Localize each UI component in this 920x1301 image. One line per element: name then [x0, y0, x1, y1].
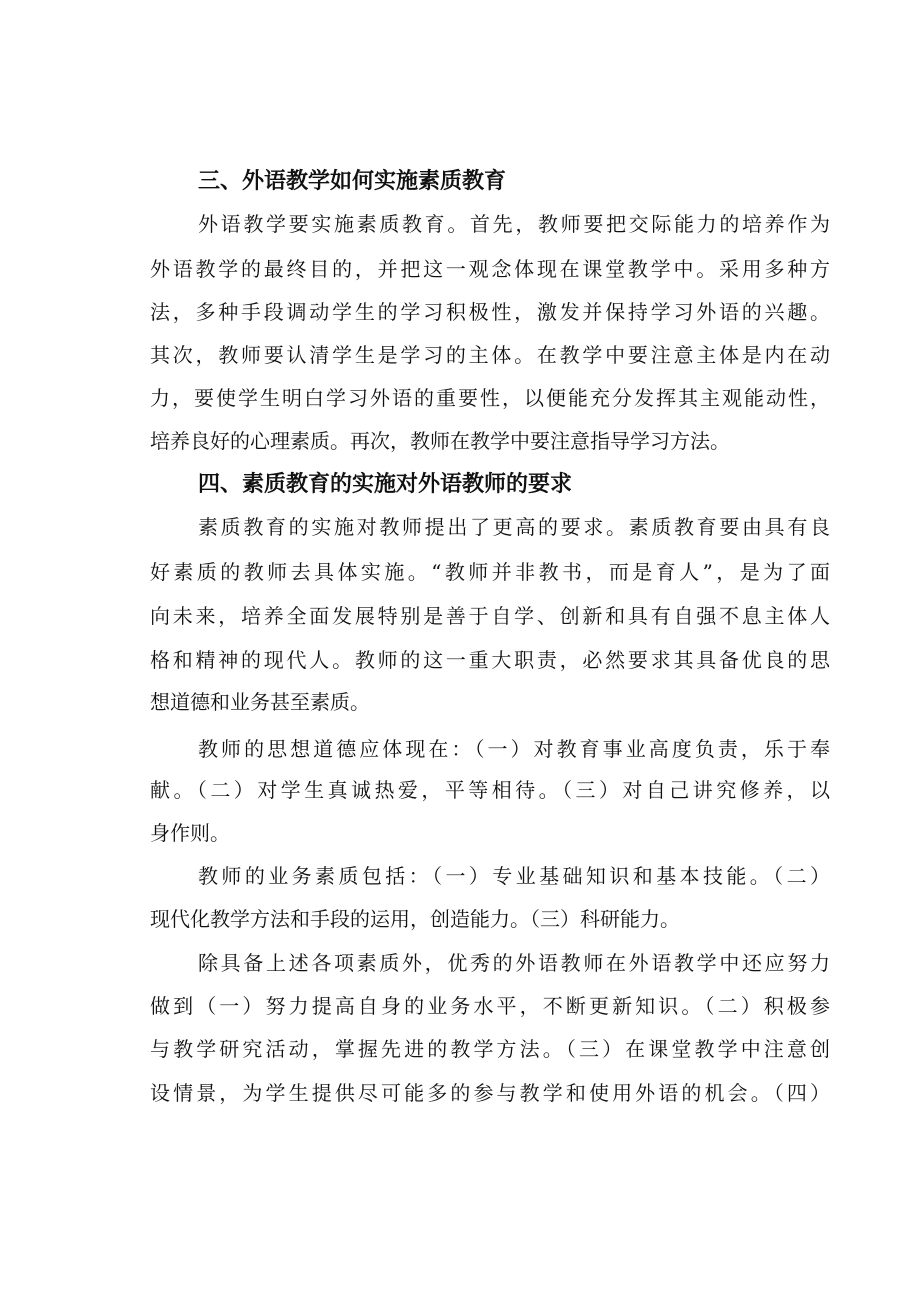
paragraph-line: 教师的思想道德应体现在：（一）对教育事业高度负责，乐于奉 — [198, 737, 830, 761]
paragraph-line: 想道德和业务甚至素质。 — [150, 690, 370, 714]
paragraph-line: 设情景，为学生提供尽可能多的参与教学和使用外语的机会。（四） — [150, 1081, 830, 1105]
paragraph-line: 法，多种手段调动学生的学习积极性，激发并保持学习外语的兴趣。 — [150, 300, 830, 324]
paragraph-line: 格和精神的现代人。教师的这一重大职责，必然要求其具备优良的思 — [150, 648, 830, 672]
paragraph-line: 其次，教师要认清学生是学习的主体。在教学中要注意主体是内在动 — [150, 343, 830, 367]
paragraph-line: 好素质的教师去具体实施。“教师并非教书，而是育人”，是为了面 — [150, 560, 830, 584]
paragraph-line: 力，要使学生明白学习外语的重要性，以便能充分发挥其主观能动性， — [150, 386, 830, 410]
paragraph-line: 与教学研究活动，掌握先进的教学方法。（三）在课堂教学中注意创 — [150, 1037, 830, 1061]
paragraph-line: 培养良好的心理素质。再次，教师在教学中要注意指导学习方法。 — [150, 429, 730, 453]
paragraph-line: 现代化教学方法和手段的运用，创造能力。（三）科研能力。 — [150, 907, 680, 931]
paragraph-line: 教师的业务素质包括：（一）专业基础知识和基本技能。（二） — [198, 864, 830, 888]
paragraph-line: 做到（一）努力提高自身的业务水平，不断更新知识。（二）积极参 — [150, 994, 830, 1018]
paragraph-line: 向未来，培养全面发展特别是善于自学、创新和具有自强不息主体人 — [150, 604, 830, 628]
paragraph-line: 献。（二）对学生真诚热爱，平等相待。（三）对自己讲究修养，以 — [150, 778, 830, 802]
section-heading-4: 四、素质教育的实施对外语教师的要求 — [198, 472, 573, 497]
paragraph-line: 除具备上述各项素质外，优秀的外语教师在外语教学中还应努力 — [198, 951, 830, 975]
paragraph-line: 素质教育的实施对教师提出了更高的要求。素质教育要由具有良 — [198, 515, 830, 539]
paragraph-line: 外语教学要实施素质教育。首先，教师要把交际能力的培养作为 — [198, 212, 830, 236]
paragraph-line: 外语教学的最终目的，并把这一观念体现在课堂教学中。采用多种方 — [150, 257, 830, 281]
section-heading-3: 三、外语教学如何实施素质教育 — [198, 169, 507, 194]
paragraph-line: 身作则。 — [150, 821, 230, 845]
